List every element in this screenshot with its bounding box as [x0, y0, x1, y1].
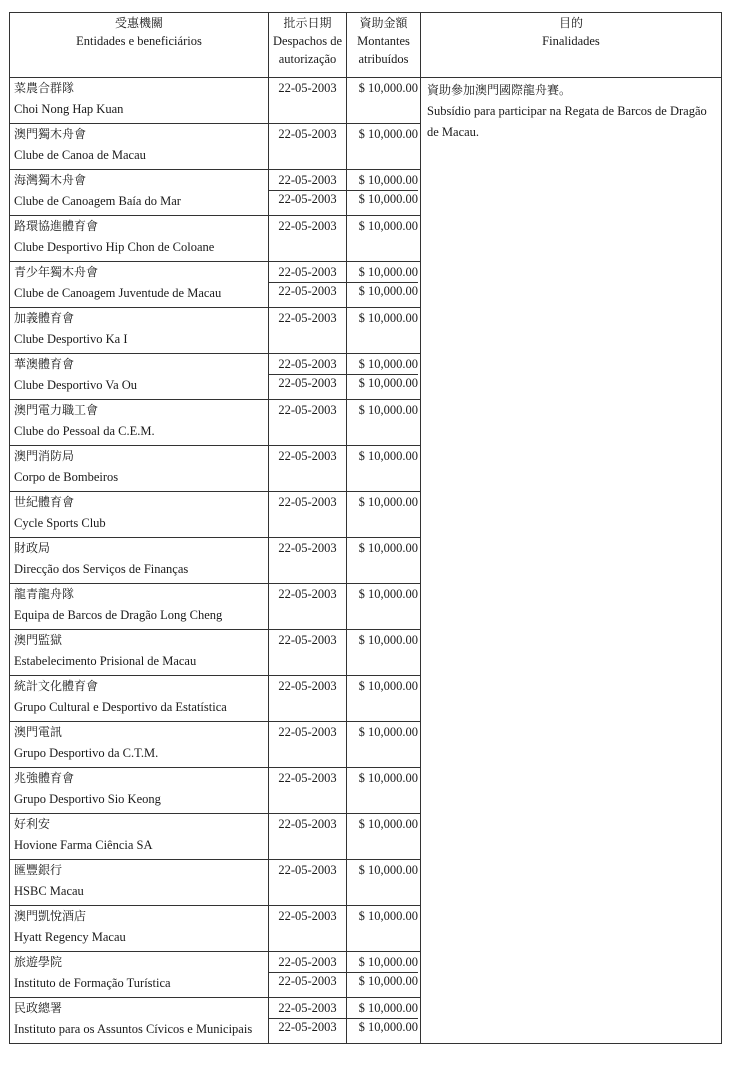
entity-name-zh: 統計文化體育會: [14, 679, 99, 693]
entity-cell: [10, 400, 269, 446]
subsidy-amount: $ 10,000.00: [358, 127, 418, 141]
subsidy-amount: $ 10,000.00: [358, 541, 418, 555]
amount-cell: [347, 630, 421, 676]
entity-name-pt: Grupo Desportivo da C.T.M.: [14, 746, 159, 760]
entity-cell: [10, 262, 269, 308]
approval-date: 22-05-2003: [278, 817, 337, 831]
approval-date: 22-05-2003: [278, 265, 337, 279]
subsidy-amount: $ 10,000.00: [358, 725, 418, 739]
entity-name-pt: Equipa de Barcos de Dragão Long Cheng: [14, 608, 223, 622]
table-header-row: [10, 13, 722, 78]
amount-cell: [347, 308, 421, 354]
amount-cell: [347, 262, 421, 308]
entity-cell: [10, 584, 269, 630]
entity-name-zh: 匯豐銀行: [14, 863, 63, 877]
subsidy-amount: $ 10,000.00: [347, 972, 418, 991]
amount-cell: [347, 354, 421, 400]
date-cell: [269, 446, 347, 492]
entity-name-pt: Direcção dos Serviços de Finanças: [14, 562, 189, 576]
amount-cell: [347, 906, 421, 952]
entity-cell: [10, 538, 269, 584]
approval-date: 22-05-2003: [278, 357, 337, 371]
entity-cell: [10, 998, 269, 1044]
approval-date: 22-05-2003: [278, 541, 337, 555]
amount-cell: [347, 584, 421, 630]
date-cell: [269, 906, 347, 952]
amount-cell: [347, 400, 421, 446]
header-purpose-pt: Finalidades: [542, 34, 600, 48]
table-row: [10, 78, 722, 124]
approval-date: 22-05-2003: [278, 955, 337, 969]
approval-date: 22-05-2003: [278, 909, 337, 923]
header-amounts-zh: 資助金額: [359, 16, 408, 30]
entity-name-pt: Grupo Desportivo Sio Keong: [14, 792, 161, 806]
date-cell: [269, 768, 347, 814]
header-dates-pt2: autorização: [278, 52, 337, 66]
amount-cell: [347, 860, 421, 906]
entity-cell: [10, 170, 269, 216]
entity-name-zh: 華澳體育會: [14, 357, 75, 371]
subsidy-amount: $ 10,000.00: [358, 633, 418, 647]
purpose-pt: Subsídio para participar na Regata de Barcos de Dragão de Macau.: [427, 104, 707, 139]
entity-name-zh: 澳門電訊: [14, 725, 63, 739]
entity-cell: [10, 768, 269, 814]
date-cell: [269, 584, 347, 630]
entity-name-zh: 菜農合群隊: [14, 81, 75, 95]
date-cell: [269, 814, 347, 860]
approval-date: 22-05-2003: [278, 679, 337, 693]
subsidy-table: [9, 12, 722, 1044]
entity-name-zh: 海灣獨木舟會: [14, 173, 87, 187]
amount-cell: [347, 538, 421, 584]
date-cell: [269, 630, 347, 676]
purpose-zh: 資助參加澳門國際龍舟賽。: [427, 83, 572, 97]
subsidy-amount: $ 10,000.00: [347, 190, 418, 209]
header-dates-zh: 批示日期: [283, 16, 332, 30]
header-dates-pt1: Despachos de: [272, 34, 343, 48]
entity-name-zh: 加義體育會: [14, 311, 75, 325]
entity-name-zh: 民政總署: [14, 1001, 63, 1015]
entity-name-pt: Hyatt Regency Macau: [14, 930, 126, 944]
approval-date: 22-05-2003: [269, 282, 346, 301]
date-cell: [269, 998, 347, 1044]
entity-name-pt: Corpo de Bombeiros: [14, 470, 119, 484]
entity-cell: [10, 78, 269, 124]
amount-cell: [347, 492, 421, 538]
entity-cell: [10, 630, 269, 676]
entity-cell: [10, 354, 269, 400]
amount-cell: [347, 446, 421, 492]
date-cell: [269, 492, 347, 538]
approval-date: 22-05-2003: [278, 725, 337, 739]
entity-cell: [10, 676, 269, 722]
subsidy-amount: $ 10,000.00: [358, 495, 418, 509]
entity-name-pt: Hovione Farma Ciência SA: [14, 838, 153, 852]
entity-name-pt: Cycle Sports Club: [14, 516, 106, 530]
approval-date: 22-05-2003: [278, 1001, 337, 1015]
amount-cell: [347, 124, 421, 170]
amount-cell: [347, 676, 421, 722]
subsidy-amount: $ 10,000.00: [347, 282, 418, 301]
amount-cell: [347, 768, 421, 814]
subsidy-amount: $ 10,000.00: [358, 587, 418, 601]
subsidy-amount: $ 10,000.00: [358, 219, 418, 233]
date-cell: [269, 262, 347, 308]
subsidy-amount: $ 10,000.00: [358, 403, 418, 417]
approval-date: 22-05-2003: [269, 374, 346, 393]
date-cell: [269, 676, 347, 722]
entity-cell: [10, 124, 269, 170]
approval-date: 22-05-2003: [278, 81, 337, 95]
date-cell: [269, 538, 347, 584]
amount-cell: [347, 78, 421, 124]
amount-cell: [347, 952, 421, 998]
entity-name-pt: Estabelecimento Prisional de Macau: [14, 654, 197, 668]
approval-date: 22-05-2003: [278, 127, 337, 141]
approval-date: 22-05-2003: [278, 771, 337, 785]
subsidy-amount: $ 10,000.00: [358, 863, 418, 877]
purpose-cell: [421, 78, 722, 1044]
document-page: [9, 12, 721, 1048]
entity-cell: [10, 906, 269, 952]
approval-date: 22-05-2003: [278, 633, 337, 647]
entity-name-zh: 澳門凱悅酒店: [14, 909, 87, 923]
entity-name-zh: 財政局: [14, 541, 51, 555]
approval-date: 22-05-2003: [278, 219, 337, 233]
subsidy-amount: $ 10,000.00: [358, 449, 418, 463]
header-amounts-pt1: Montantes: [357, 34, 410, 48]
date-cell: [269, 354, 347, 400]
header-amounts-pt2: atribuídos: [358, 52, 409, 66]
approval-date: 22-05-2003: [269, 972, 346, 991]
entity-name-zh: 路環協進體育會: [14, 219, 99, 233]
entity-name-pt: Instituto para os Assuntos Cívicos e Municipais: [14, 1022, 253, 1036]
date-cell: [269, 860, 347, 906]
entity-name-zh: 青少年獨木舟會: [14, 265, 99, 279]
amount-cell: [347, 216, 421, 262]
subsidy-amount: $ 10,000.00: [358, 909, 418, 923]
entity-cell: [10, 308, 269, 354]
approval-date: 22-05-2003: [278, 495, 337, 509]
approval-date: 22-05-2003: [269, 190, 346, 209]
entity-name-zh: 澳門獨木舟會: [14, 127, 87, 141]
header-dates: [269, 13, 347, 78]
header-amounts: [347, 13, 421, 78]
entity-name-zh: 兆強體育會: [14, 771, 75, 785]
amount-cell: [347, 722, 421, 768]
approval-date: 22-05-2003: [278, 863, 337, 877]
amount-cell: [347, 814, 421, 860]
subsidy-amount: $ 10,000.00: [358, 81, 418, 95]
entity-name-pt: HSBC Macau: [14, 884, 84, 898]
subsidy-amount: $ 10,000.00: [358, 679, 418, 693]
entity-cell: [10, 446, 269, 492]
entity-name-zh: 龍青龍舟隊: [14, 587, 75, 601]
subsidy-amount: $ 10,000.00: [347, 374, 418, 393]
approval-date: 22-05-2003: [269, 1018, 346, 1037]
date-cell: [269, 124, 347, 170]
amount-cell: [347, 170, 421, 216]
approval-date: 22-05-2003: [278, 311, 337, 325]
entity-name-zh: 澳門電力職工會: [14, 403, 99, 417]
subsidy-amount: $ 10,000.00: [358, 771, 418, 785]
entity-name-zh: 旅遊學院: [14, 955, 63, 969]
date-cell: [269, 952, 347, 998]
subsidy-amount: $ 10,000.00: [358, 955, 418, 969]
approval-date: 22-05-2003: [278, 449, 337, 463]
subsidy-amount: $ 10,000.00: [347, 1018, 418, 1037]
entity-name-pt: Clube Desportivo Ka I: [14, 332, 128, 346]
header-entities-zh: 受惠機關: [114, 16, 163, 30]
header-entities: [10, 13, 269, 78]
entity-name-pt: Clube de Canoagem Baía do Mar: [14, 194, 181, 208]
entity-name-pt: Choi Nong Hap Kuan: [14, 102, 124, 116]
entity-name-pt: Clube Desportivo Va Ou: [14, 378, 138, 392]
date-cell: [269, 308, 347, 354]
subsidy-amount: $ 10,000.00: [358, 1001, 418, 1015]
subsidy-amount: $ 10,000.00: [358, 357, 418, 371]
subsidy-amount: $ 10,000.00: [358, 173, 418, 187]
subsidy-amount: $ 10,000.00: [358, 817, 418, 831]
entity-name-zh: 澳門監獄: [14, 633, 63, 647]
entity-cell: [10, 952, 269, 998]
entity-cell: [10, 860, 269, 906]
entity-name-zh: 世紀體育會: [14, 495, 75, 509]
entity-name-pt: Clube Desportivo Hip Chon de Coloane: [14, 240, 215, 254]
approval-date: 22-05-2003: [278, 403, 337, 417]
date-cell: [269, 170, 347, 216]
entity-name-pt: Clube de Canoa de Macau: [14, 148, 146, 162]
date-cell: [269, 722, 347, 768]
date-cell: [269, 400, 347, 446]
subsidy-amount: $ 10,000.00: [358, 311, 418, 325]
date-cell: [269, 216, 347, 262]
header-entities-pt: Entidades e beneficiários: [76, 34, 202, 48]
approval-date: 22-05-2003: [278, 173, 337, 187]
subsidy-amount: $ 10,000.00: [358, 265, 418, 279]
entity-cell: [10, 216, 269, 262]
header-purpose: [421, 13, 722, 78]
entity-name-pt: Clube de Canoagem Juventude de Macau: [14, 286, 222, 300]
entity-cell: [10, 814, 269, 860]
entity-name-pt: Clube do Pessoal da C.E.M.: [14, 424, 155, 438]
entity-cell: [10, 722, 269, 768]
entity-name-zh: 澳門消防局: [14, 449, 75, 463]
date-cell: [269, 78, 347, 124]
amount-cell: [347, 998, 421, 1044]
entity-name-pt: Grupo Cultural e Desportivo da Estatística: [14, 700, 227, 714]
entity-cell: [10, 492, 269, 538]
entity-name-zh: 好利安: [14, 817, 51, 831]
header-purpose-zh: 目的: [558, 16, 583, 30]
table-body: [10, 78, 722, 1044]
approval-date: 22-05-2003: [278, 587, 337, 601]
entity-name-pt: Instituto de Formação Turística: [14, 976, 171, 990]
